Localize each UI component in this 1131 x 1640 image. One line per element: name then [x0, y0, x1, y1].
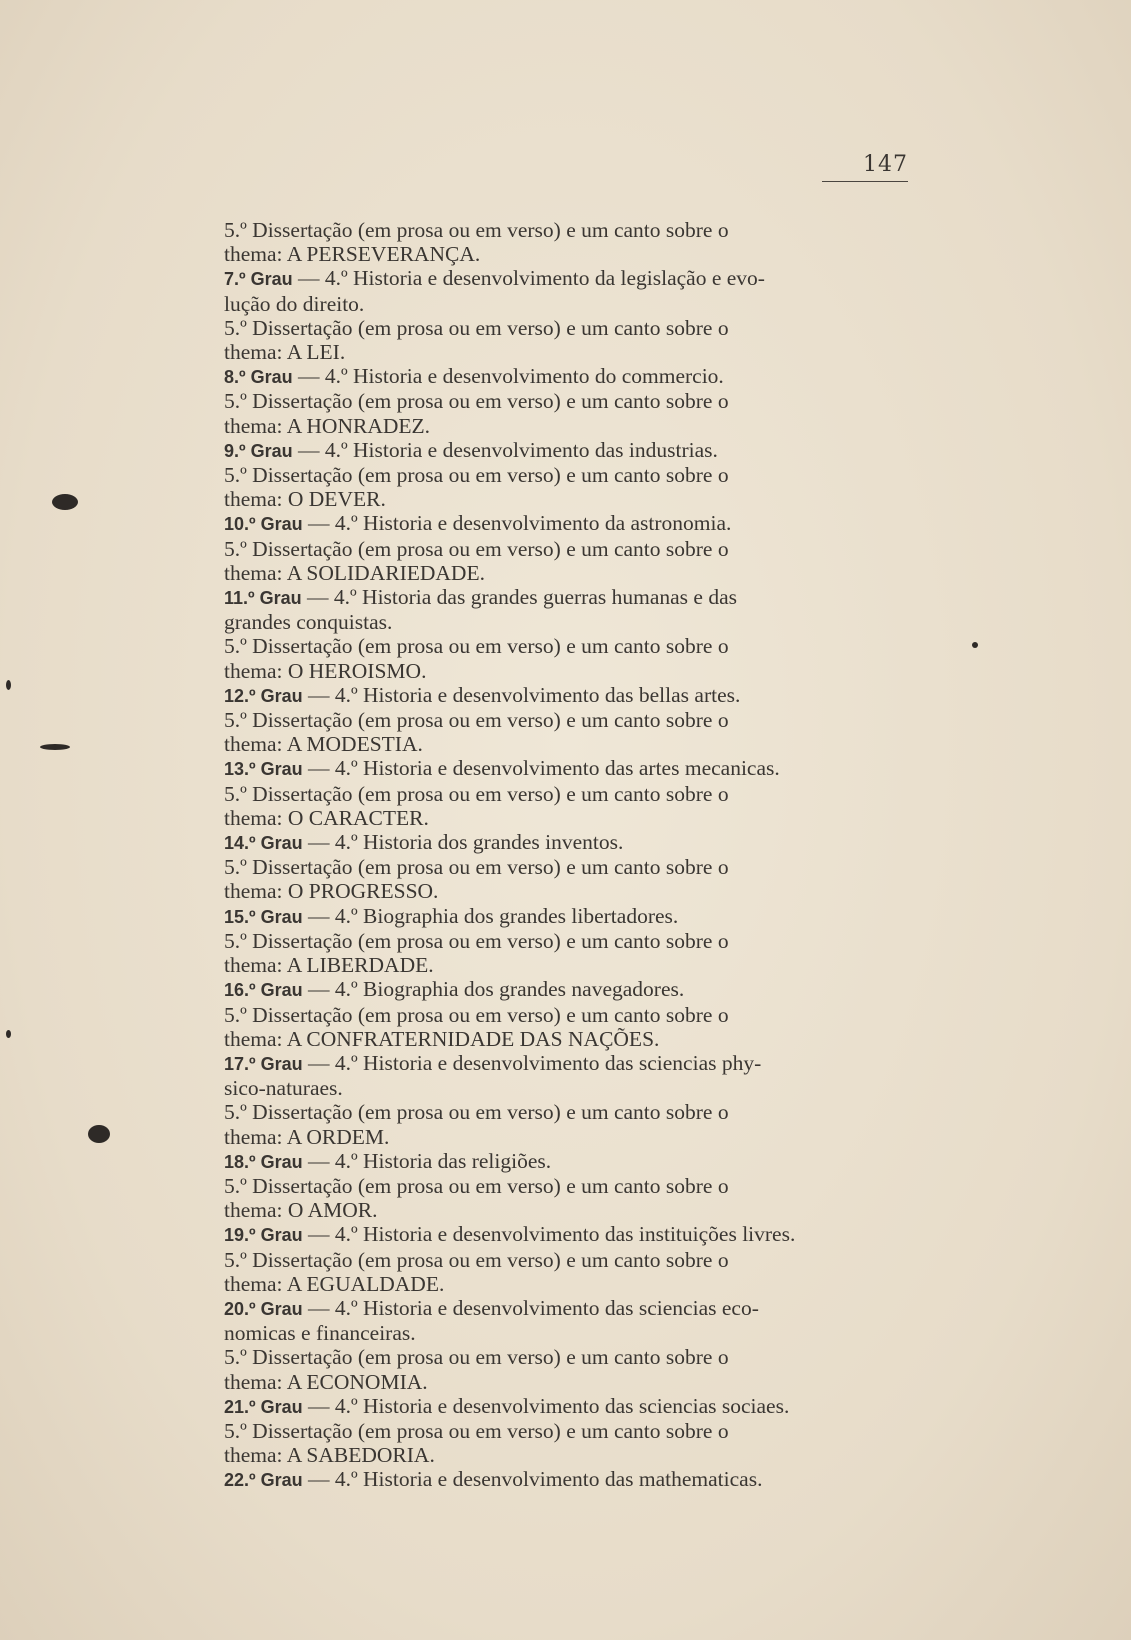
text-line: — 4.º Historia das religiões. [307, 1148, 552, 1173]
text-line: nomicas e financeiras. [224, 1321, 416, 1346]
text-line: 5.º Dissertação (em prosa ou em verso) e um canto sobre o [224, 1002, 729, 1027]
text-line: thema: O PROGRESSO. [224, 879, 439, 904]
text-line: — 4.º Historia e desenvolvimento das bellas artes. [307, 682, 741, 707]
grade-entry [150, 1149, 910, 1174]
text-line: — 4.º Historia e desenvolvimento das artes mecanicas. [307, 756, 780, 781]
text-line: — 4.º Historia e desenvolvimento das mathematicas. [307, 1467, 763, 1492]
grade-label: 11.º Grau [224, 588, 302, 609]
grade-entry [150, 1296, 910, 1345]
text-line: sico-naturaes. [224, 1076, 343, 1101]
text-line: thema: A LEI. [224, 340, 346, 365]
text-line: thema: O AMOR. [224, 1198, 378, 1223]
text-line: thema: A SOLIDARIEDADE. [224, 560, 485, 585]
ink-stain [40, 744, 70, 750]
ink-stain [972, 642, 978, 648]
text-line: 5.º Dissertação (em prosa ou em verso) e um canto sobre o [224, 218, 729, 242]
ink-stain [6, 1030, 11, 1038]
grade-label: 7.º Grau [224, 269, 293, 290]
text-line: — 4.º Historia e desenvolvimento das sciencias eco- [307, 1295, 759, 1320]
text-line: 5.º Dissertação (em prosa ou em verso) e um canto sobre o [224, 708, 729, 733]
dissertation-entry [150, 316, 910, 364]
grade-label: 19.º Grau [224, 1225, 303, 1246]
text-line: grandes conquistas. [224, 610, 393, 635]
grade-entry [150, 1051, 910, 1100]
text-line: thema: A MODESTIA. [224, 732, 423, 757]
dissertation-entry [150, 1003, 910, 1051]
text-line: 5.º Dissertação (em prosa ou em verso) e um canto sobre o [224, 463, 729, 488]
dissertation-entry [150, 708, 910, 756]
text-block [150, 218, 910, 1493]
grade-entry [150, 585, 910, 634]
dissertation-entry [150, 855, 910, 903]
text-line: 5.º Dissertação (em prosa ou em verso) e um canto sobre o [224, 1173, 729, 1198]
text-line: — 4.º Historia e desenvolvimento das industrias. [297, 437, 718, 462]
text-line: 5.º Dissertação (em prosa ou em verso) e um canto sobre o [224, 928, 729, 953]
text-line: thema: A ECONOMIA. [224, 1369, 428, 1394]
grade-entry [150, 438, 910, 463]
text-line: thema: O CARACTER. [224, 805, 429, 830]
grade-entry [150, 1222, 910, 1247]
grade-label: 17.º Grau [224, 1053, 303, 1074]
dissertation-entry [150, 1345, 910, 1393]
dissertation-entry [150, 463, 910, 511]
text-line: 5.º Dissertação (em prosa ou em verso) e um canto sobre o [224, 1345, 729, 1370]
grade-entry [150, 1467, 910, 1492]
text-line: thema: A SABEDORIA. [224, 1443, 435, 1468]
grade-label: 22.º Grau [224, 1470, 303, 1491]
text-line: 5.º Dissertação (em prosa ou em verso) e um canto sobre o [224, 855, 729, 880]
text-line: 5.º Dissertação (em prosa ou em verso) e um canto sobre o [224, 389, 729, 414]
grade-label: 13.º Grau [224, 759, 303, 780]
text-line: — 4.º Biographia dos grandes navegadores. [307, 977, 685, 1002]
ink-stain [88, 1125, 110, 1143]
dissertation-entry [150, 1174, 910, 1222]
text-line: — 4.º Historia e desenvolvimento do commercio. [297, 364, 724, 389]
grade-label: 18.º Grau [224, 1151, 303, 1172]
text-line: 5.º Dissertação (em prosa ou em verso) e um canto sobre o [224, 634, 729, 659]
grade-entry [150, 756, 910, 781]
text-line: 5.º Dissertação (em prosa ou em verso) e um canto sobre o [224, 1100, 729, 1125]
text-line: 5.º Dissertação (em prosa ou em verso) e um canto sobre o [224, 1247, 729, 1272]
text-line: — 4.º Biographia dos grandes libertadores. [307, 903, 679, 928]
text-line: thema: A LIBERDADE. [224, 953, 434, 978]
grade-label: 14.º Grau [224, 833, 303, 854]
ink-stain [6, 680, 11, 690]
text-line: — 4.º Historia dos grandes inventos. [307, 830, 624, 855]
text-line: — 4.º Historia e desenvolvimento da legislação e evo- [297, 266, 765, 291]
dissertation-entry [150, 537, 910, 585]
grade-label: 15.º Grau [224, 906, 303, 927]
grade-entry [150, 977, 910, 1002]
grade-entry [150, 904, 910, 929]
grade-label: 8.º Grau [224, 367, 293, 388]
dissertation-entry [150, 1100, 910, 1148]
text-line: 5.º Dissertação (em prosa ou em verso) e um canto sobre o [224, 315, 729, 340]
text-line: thema: O DEVER. [224, 487, 386, 512]
text-line: 5.º Dissertação (em prosa ou em verso) e um canto sobre o [224, 781, 729, 806]
text-line: thema: A CONFRATERNIDADE DAS NAÇÕES. [224, 1026, 660, 1051]
dissertation-entry [150, 218, 910, 266]
grade-entry [150, 830, 910, 855]
text-line: — 4.º Historia e desenvolvimento das instituições livres. [307, 1222, 796, 1247]
dissertation-entry [150, 929, 910, 977]
text-line: — 4.º Historia das grandes guerras humanas e das [307, 585, 737, 610]
text-line: thema: O HEROISMO. [224, 658, 427, 683]
text-line: lução do direito. [224, 291, 365, 316]
grade-entry [150, 683, 910, 708]
grade-label: 10.º Grau [224, 514, 303, 535]
dissertation-entry [150, 1248, 910, 1296]
dissertation-entry [150, 389, 910, 437]
page-number: 147 [822, 152, 908, 182]
grade-label: 16.º Grau [224, 980, 303, 1001]
grade-entry [150, 511, 910, 536]
grade-entry [150, 1394, 910, 1419]
grade-label: 20.º Grau [224, 1298, 303, 1319]
text-line: 5.º Dissertação (em prosa ou em verso) e um canto sobre o [224, 1418, 729, 1443]
text-line: thema: A PERSEVERANÇA. [224, 242, 481, 267]
ink-stain [52, 494, 78, 510]
text-line: 5.º Dissertação (em prosa ou em verso) e um canto sobre o [224, 536, 729, 561]
dissertation-entry [150, 634, 910, 682]
dissertation-entry [150, 1419, 910, 1467]
dissertation-entry [150, 782, 910, 830]
grade-label: 9.º Grau [224, 440, 293, 461]
text-line: thema: A EGUALDADE. [224, 1271, 445, 1296]
text-line: — 4.º Historia e desenvolvimento das sciencias sociaes. [307, 1393, 790, 1418]
grade-entry [150, 266, 910, 315]
grade-label: 12.º Grau [224, 685, 303, 706]
text-line: — 4.º Historia e desenvolvimento da astronomia. [307, 511, 732, 536]
grade-label: 21.º Grau [224, 1396, 303, 1417]
text-line: thema: A ORDEM. [224, 1124, 390, 1149]
text-line: thema: A HONRADEZ. [224, 413, 431, 438]
grade-entry [150, 364, 910, 389]
text-line: — 4.º Historia e desenvolvimento das sciencias phy- [307, 1050, 762, 1075]
